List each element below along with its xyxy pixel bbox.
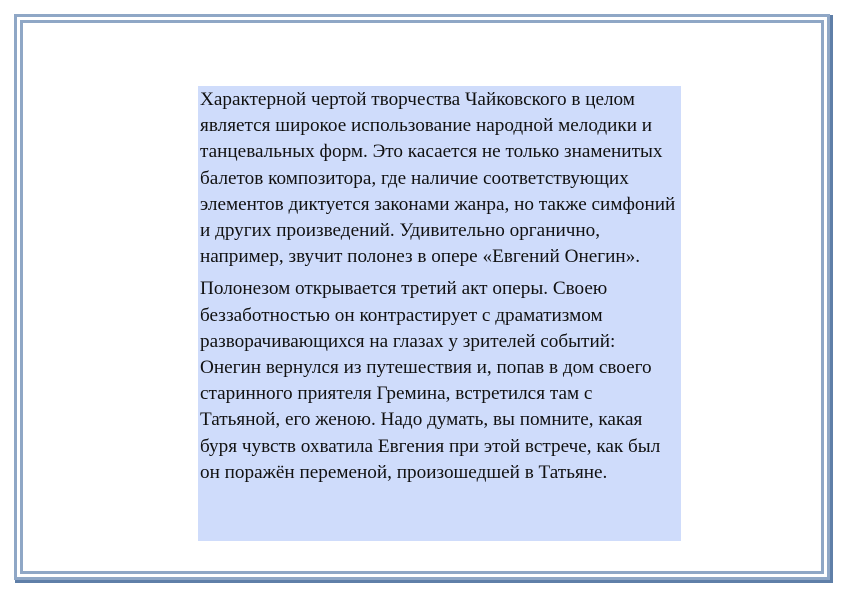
paragraph-2: Полонезом открывается третий акт оперы. Своею беззаботностью он контрастирует с драматизмом разворачивающихся на глазах у зрителей событий: Онегин вернулся из путешествия и, попав в дом своего старинного приятеля Гремина, встретился там с Татьяной, его женою. Надо думать, вы помните, какая буря чувств охватила Евгения при этой встрече, как был он поражён переменой, произошедшей в Татьяне. (200, 278, 661, 483)
text-box (198, 86, 681, 541)
paragraph-1: Характерной чертой творчества Чайковского в целом является широкое использование народной мелодики и танцевальных форм. Это касается не только знаменитых балетов композитора, где наличие соответствующих элементов диктуется законами жанра, но также симфоний и других произведений. Удивительно органично, например, звучит полонез в опере «Евгений Онегин». (200, 89, 676, 268)
